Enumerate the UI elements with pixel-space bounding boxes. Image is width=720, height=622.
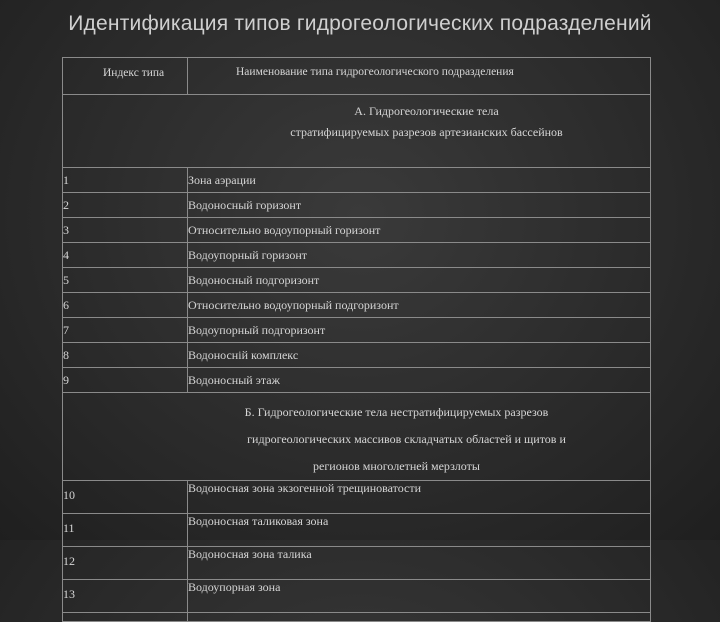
tail-cell [63,613,188,622]
row-index: 5 [63,268,188,293]
row-name: Водоупорный подгоризонт [188,318,651,343]
row-index: 6 [63,293,188,318]
table-row [63,243,651,268]
header-index: Индекс типа [63,58,188,95]
row-name: Относительно водоупорный горизонт [188,218,651,243]
row-name: Водоносній комплекс [188,343,651,368]
table-row [63,268,651,293]
table-tail-row [63,613,651,622]
table-row [63,368,651,393]
table-row [63,193,651,218]
row-index: 1 [63,168,188,193]
table-row [63,547,651,580]
row-index: 2 [63,193,188,218]
table-row [63,218,651,243]
section-b-line2: гидрогеологических массивов складчатых областей и щитов и [247,432,566,446]
row-index: 10 [63,481,188,514]
header-name: Наименование типа гидрогеологического подразделения [188,58,651,95]
table-row [63,514,651,547]
section-b-row [63,393,651,481]
section-b-line3: регионов многолетней мерзлоты [313,459,480,473]
section-b-heading [63,393,651,481]
table-row [63,481,651,514]
row-name: Водоносный подгоризонт [188,268,651,293]
table-row [63,293,651,318]
row-index: 13 [63,580,188,613]
table-header-row [63,58,651,95]
row-name: Зона аэрации [188,168,651,193]
hydro-units-table [62,57,651,622]
tail-cell [188,613,651,622]
row-name: Водоносная зона экзогенной трещиноватости [188,481,651,514]
section-a-heading [63,95,651,168]
row-name: Водоносный этаж [188,368,651,393]
row-index: 8 [63,343,188,368]
row-name: Относительно водоупорный подгоризонт [188,293,651,318]
table-row [63,343,651,368]
table-row [63,318,651,343]
row-name: Водоупорный горизонт [188,243,651,268]
row-index: 9 [63,368,188,393]
row-name: Водоносная таликовая зона [188,514,651,547]
section-a-line1: А. Гидрогеологические тела [354,104,499,118]
section-b-line1: Б. Гидрогеологические тела нестратифицируемых разрезов [244,405,549,419]
row-name: Водоупорная зона [188,580,651,613]
row-index: 12 [63,547,188,580]
section-a-line2: стратифицируемых разрезов артезианских бассейнов [290,125,563,139]
row-index: 4 [63,243,188,268]
row-index: 7 [63,318,188,343]
row-index: 3 [63,218,188,243]
table-row [63,168,651,193]
section-a-row [63,95,651,168]
row-name: Водоносная зона талика [188,547,651,580]
slide-title: Идентификация типов гидрогеологических подразделений [68,12,652,35]
row-index: 11 [63,514,188,547]
table-row [63,580,651,613]
row-name: Водоносный горизонт [188,193,651,218]
